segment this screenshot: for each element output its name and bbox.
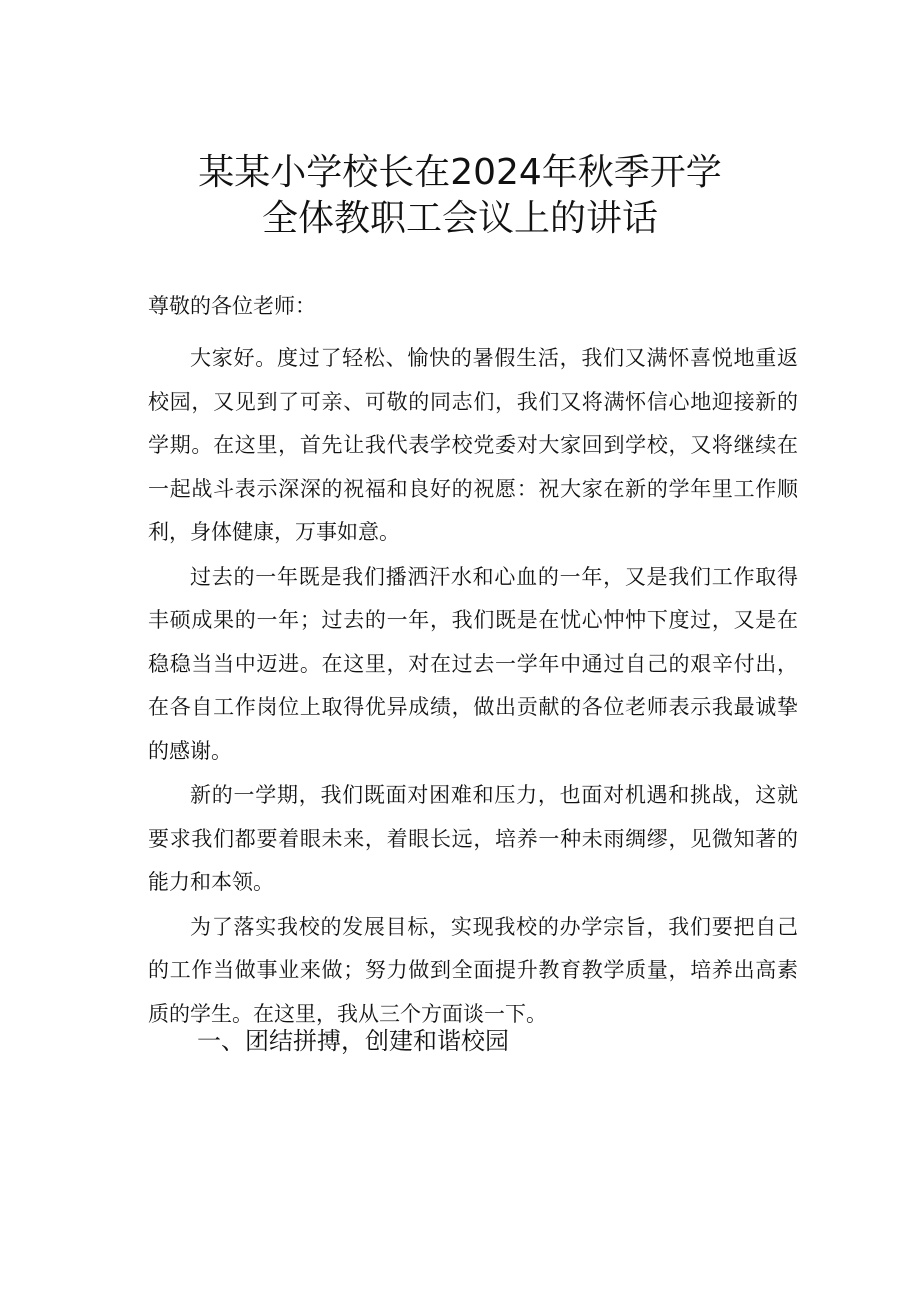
- section-heading: 一、团结拼搏，创建和谐校园: [197, 1027, 509, 1055]
- paragraph-4: 为了落实我校的发展目标，实现我校的办学宗旨，我们要把自己的工作当做事业来做；努力做到全面提升教育教学质量，培养出高素质的学生。在这里，我从三个方面谈一下。: [148, 914, 798, 1026]
- salutation: 尊敬的各位老师：: [148, 294, 316, 318]
- paragraph-2: 过去的一年既是我们播洒汗水和心血的一年，又是我们工作取得丰硕成果的一年；过去的一年，我们既是在忧心忡忡下度过，又是在稳稳当当中迈进。在这里，对在过去一学年中通过自己的艰辛付出，在各自工作岗位上取得优异成绩，做出贡献的各位老师表示我最诚挚的感谢。: [148, 564, 798, 763]
- title-line-2: 全体教职工会议上的讲话: [261, 198, 658, 239]
- paragraph-3: 新的一学期，我们既面对困难和压力，也面对机遇和挑战，这就要求我们都要着眼未来，着眼长远，培养一种未雨绸缪，见微知著的能力和本领。: [148, 783, 798, 894]
- page-title: [0, 150, 920, 242]
- paragraph-1: 大家好。度过了轻松、愉快的暑假生活，我们又满怀喜悦地重返校园，又见到了可亲、可敬的同志们，我们又将满怀信心地迎接新的学期。在这里，首先让我代表学校党委对大家回到学校，又将继续在一起战斗表示深深的祝福和良好的祝愿：祝大家在新的学年里工作顺利，身体健康，万事如意。: [148, 346, 798, 544]
- body-text: [148, 337, 798, 1037]
- title-line-1: 某某小学校长在2024年秋季开学: [198, 152, 722, 193]
